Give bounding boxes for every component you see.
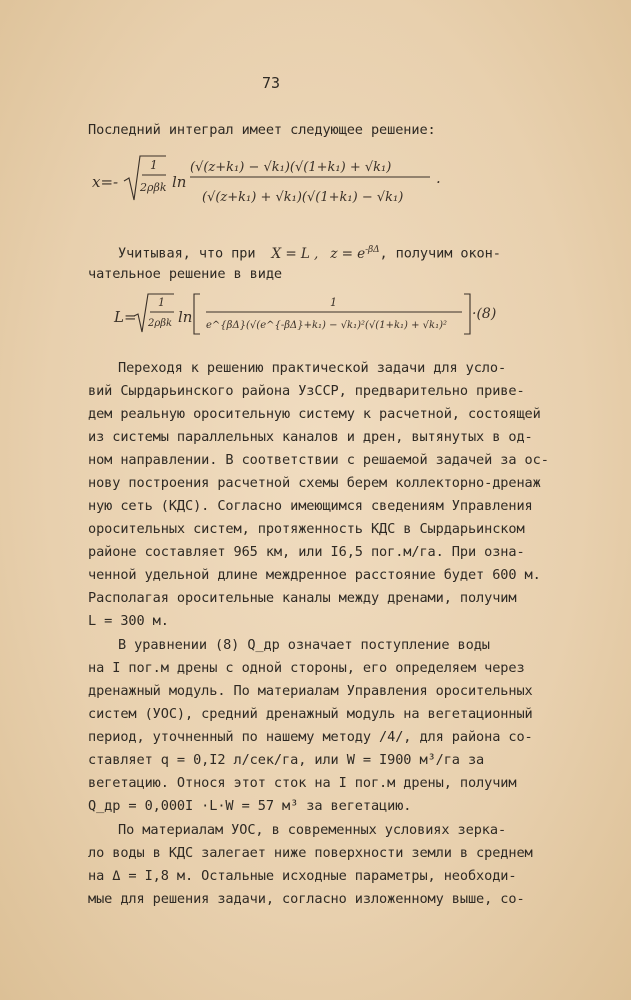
formula1-lhs: x=-: [92, 173, 119, 191]
para2-text-b: , получим окон-: [379, 245, 501, 262]
body-line: период, уточненный по нашему методу /4/, для района со-: [88, 729, 533, 745]
formula2-frac-num: 1: [330, 296, 337, 309]
formula2-coef-den: 2ρβk: [148, 318, 173, 329]
body-line: систем (УОС), средний дренажный модуль на вегетационный: [88, 706, 533, 722]
svg-text:.: .: [436, 169, 441, 187]
formula1-numerator: (√(z+k₁) − √k₁)(√(1+k₁) + √k₁): [190, 160, 392, 175]
formula2-ln: ln: [178, 308, 193, 326]
body-line: дренажный модуль. По материалам Управления оросительных: [88, 683, 533, 699]
body-line: вий Сырдарьинского района УзССР, предварительно приве-: [88, 383, 525, 399]
para2-text-a: Учитывая, что при: [118, 245, 256, 262]
body-line: дем реальную оросительную систему к расчетной, состоящей: [88, 406, 541, 422]
formula1-ln: ln: [172, 173, 187, 191]
body-line: нову построения расчетной схемы берем коллекторно-дренаж: [88, 475, 541, 491]
formula2-eq-number: ·(8): [472, 306, 497, 322]
para2-cond1: X = L ,: [271, 245, 319, 262]
formula1-denominator: (√(z+k₁) + √k₁)(√(1+k₁) − √k₁): [202, 190, 404, 205]
body-line: вегетацию. Относя этот сток на I пог.м дрены, получим: [88, 775, 517, 791]
formula2-frac-den: e^{βΔ}(√(e^{-βΔ}+k₁) − √k₁)²(√(1+k₁) + √k₁)²: [206, 320, 448, 331]
body-line: L = 300 м.: [88, 613, 169, 629]
body-line: мые для решения задачи, согласно изложенному выше, со-: [88, 891, 525, 907]
formula2-coef-num: 1: [158, 296, 165, 309]
formula1-coef-num: 1: [150, 158, 158, 172]
body-line: ном направлении. В соответствии с решаемой задачей за ос-: [88, 452, 549, 468]
para2-line2: чательное решение в виде: [88, 266, 283, 282]
formula1-coef-den: 2ρβk: [140, 181, 167, 194]
formula-2: [114, 290, 631, 340]
body-line: В уравнении (8) Q_др означает поступление воды: [118, 637, 490, 653]
formula-1: [92, 145, 631, 215]
body-line: По материалам УОС, в современных условиях зерка-: [118, 822, 507, 838]
body-line: из системы параллельных каналов и дрен, вытянутых в од-: [88, 429, 533, 445]
body-line: Q_др = 0,000I ·L·W = 57 м³ за вегетацию.: [88, 798, 412, 814]
body-line: на I пог.м дрены с одной стороны, его определяем через: [88, 660, 525, 676]
body-line: ставляет q = 0,I2 л/сек/га, или W = I900 м³/га за: [88, 752, 485, 768]
para2-cond2: z = e: [330, 245, 366, 262]
body-line: на Δ = I,8 м. Остальные исходные параметры, необходи-: [88, 868, 517, 884]
body-line: Располагая оросительные каналы между дренами, получим: [88, 590, 517, 606]
body-line: районе составляет 965 км, или I6,5 пог.м/га. При озна-: [88, 544, 525, 560]
intro-line: Последний интеграл имеет следующее решение:: [88, 122, 436, 138]
body-line: оросительных систем, протяженность КДС в Сырдарьинском: [88, 521, 525, 537]
formula2-lhs: L=: [114, 308, 137, 326]
page-number: 73: [262, 74, 281, 92]
body-line: Переходя к решению практической задачи для усло-: [118, 360, 507, 376]
body-line: ло воды в КДС залегает ниже поверхности земли в среднем: [88, 845, 533, 861]
body-line: ную сеть (КДС). Согласно имеющимся сведениям Управления: [88, 498, 533, 514]
body-line: ченной удельной длине междренное расстояние будет 600 м.: [88, 567, 541, 583]
para2-cond2-exp: -βΔ: [365, 245, 380, 255]
